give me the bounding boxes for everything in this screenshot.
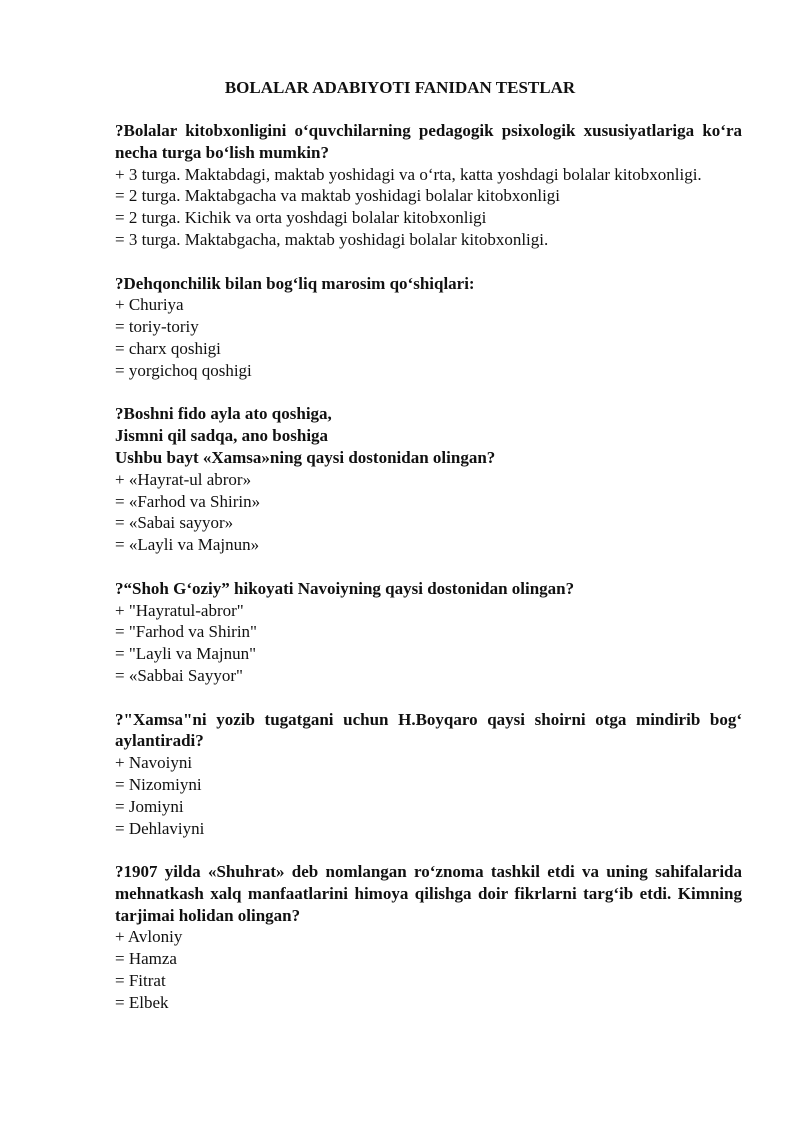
answer-option: = charx qoshigi <box>115 338 221 358</box>
question-line: Ushbu bayt «Xamsa»ning qaysi dostonidan olingan? <box>115 447 496 467</box>
question-block <box>115 273 742 382</box>
question-list <box>115 120 742 1035</box>
question-text <box>115 120 742 164</box>
question-block <box>115 709 742 840</box>
question-block <box>115 861 742 1014</box>
question-line: Jismni qil sadqa, ano boshiga <box>115 426 329 446</box>
document-title: BOLALAR ADABIYOTI FANIDAN TESTLAR <box>224 78 576 97</box>
question-text <box>115 861 742 926</box>
answer-option: = Nizomiyni <box>115 774 202 794</box>
answer-option: = Jomiyni <box>115 796 184 816</box>
question-line: ?“Shoh G‘oziy” hikoyati Navoiyning qaysi dostonidan olingan? <box>115 578 575 598</box>
answer-option-correct: + Churiya <box>115 295 184 315</box>
answer-option: = Elbek <box>115 992 169 1012</box>
answer-option: = 3 turga. Maktabgacha, maktab yoshidagi bolalar kitobxonligi. <box>115 229 549 249</box>
answer-option-correct: + 3 turga. Maktabdagi, maktab yoshidagi va o‘rta, katta yoshdagi bolalar kitobxonligi. <box>115 164 702 184</box>
question-block <box>115 120 742 251</box>
question-text <box>115 578 742 600</box>
answer-option: = yorgichoq qoshigi <box>115 360 252 380</box>
answer-option: = «Sabbai Sayyor" <box>115 665 243 685</box>
question-line: ?Dehqonchilik bilan bog‘liq marosim qo‘shiqlari: <box>115 273 475 293</box>
answer-option: = toriy-toriy <box>115 317 199 337</box>
question-block <box>115 403 742 556</box>
answer-option: = «Farhod va Shirin» <box>115 491 261 511</box>
answer-option: = "Farhod va Shirin" <box>115 622 257 642</box>
answer-option-correct: + Navoiyni <box>115 753 193 773</box>
answer-option: = «Sabai sayyor» <box>115 513 234 533</box>
answer-option: = 2 turga. Kichik va orta yoshdagi bolalar kitobxonligi <box>115 208 487 228</box>
answer-option: = 2 turga. Maktabgacha va maktab yoshidagi bolalar kitobxonligi <box>115 186 561 206</box>
answer-option-correct: + "Hayratul-abror" <box>115 600 244 620</box>
answer-option-correct: + Avloniy <box>115 927 183 947</box>
question-text <box>115 403 742 468</box>
question-text <box>115 709 742 753</box>
question-line: ?Bolalar kitobxonligini o‘quvchilarning pedagogik psixologik xususiyatlariga ko‘ra necha turga bo‘lish mumkin? <box>115 121 742 162</box>
answer-option-correct: + «Hayrat-ul abror» <box>115 469 252 489</box>
question-line: ?"Xamsa"ni yozib tugatgani uchun H.Boyqaro qaysi shoirni otga mindirib bog‘ aylantiradi? <box>115 709 742 751</box>
question-block <box>115 578 742 687</box>
answer-option: = «Layli va Majnun» <box>115 535 260 555</box>
answer-option: = "Layli va Majnun" <box>115 644 257 664</box>
question-text <box>115 273 742 295</box>
question-line: ?Boshni fido ayla ato qoshiga, <box>115 404 332 424</box>
answer-option: = Dehlaviyni <box>115 818 205 838</box>
answer-option: = Fitrat <box>115 971 166 991</box>
question-line: ?1907 yilda «Shuhrat» deb nomlangan ro‘znoma tashkil etdi va uning sahifalarida mehnatkash xalq manfaatlarini himoya qilishga doir fikrlarni targ‘ib etdi. Kimning tarjimai holidan olingan? <box>115 862 742 925</box>
answer-option: = Hamza <box>115 949 177 969</box>
